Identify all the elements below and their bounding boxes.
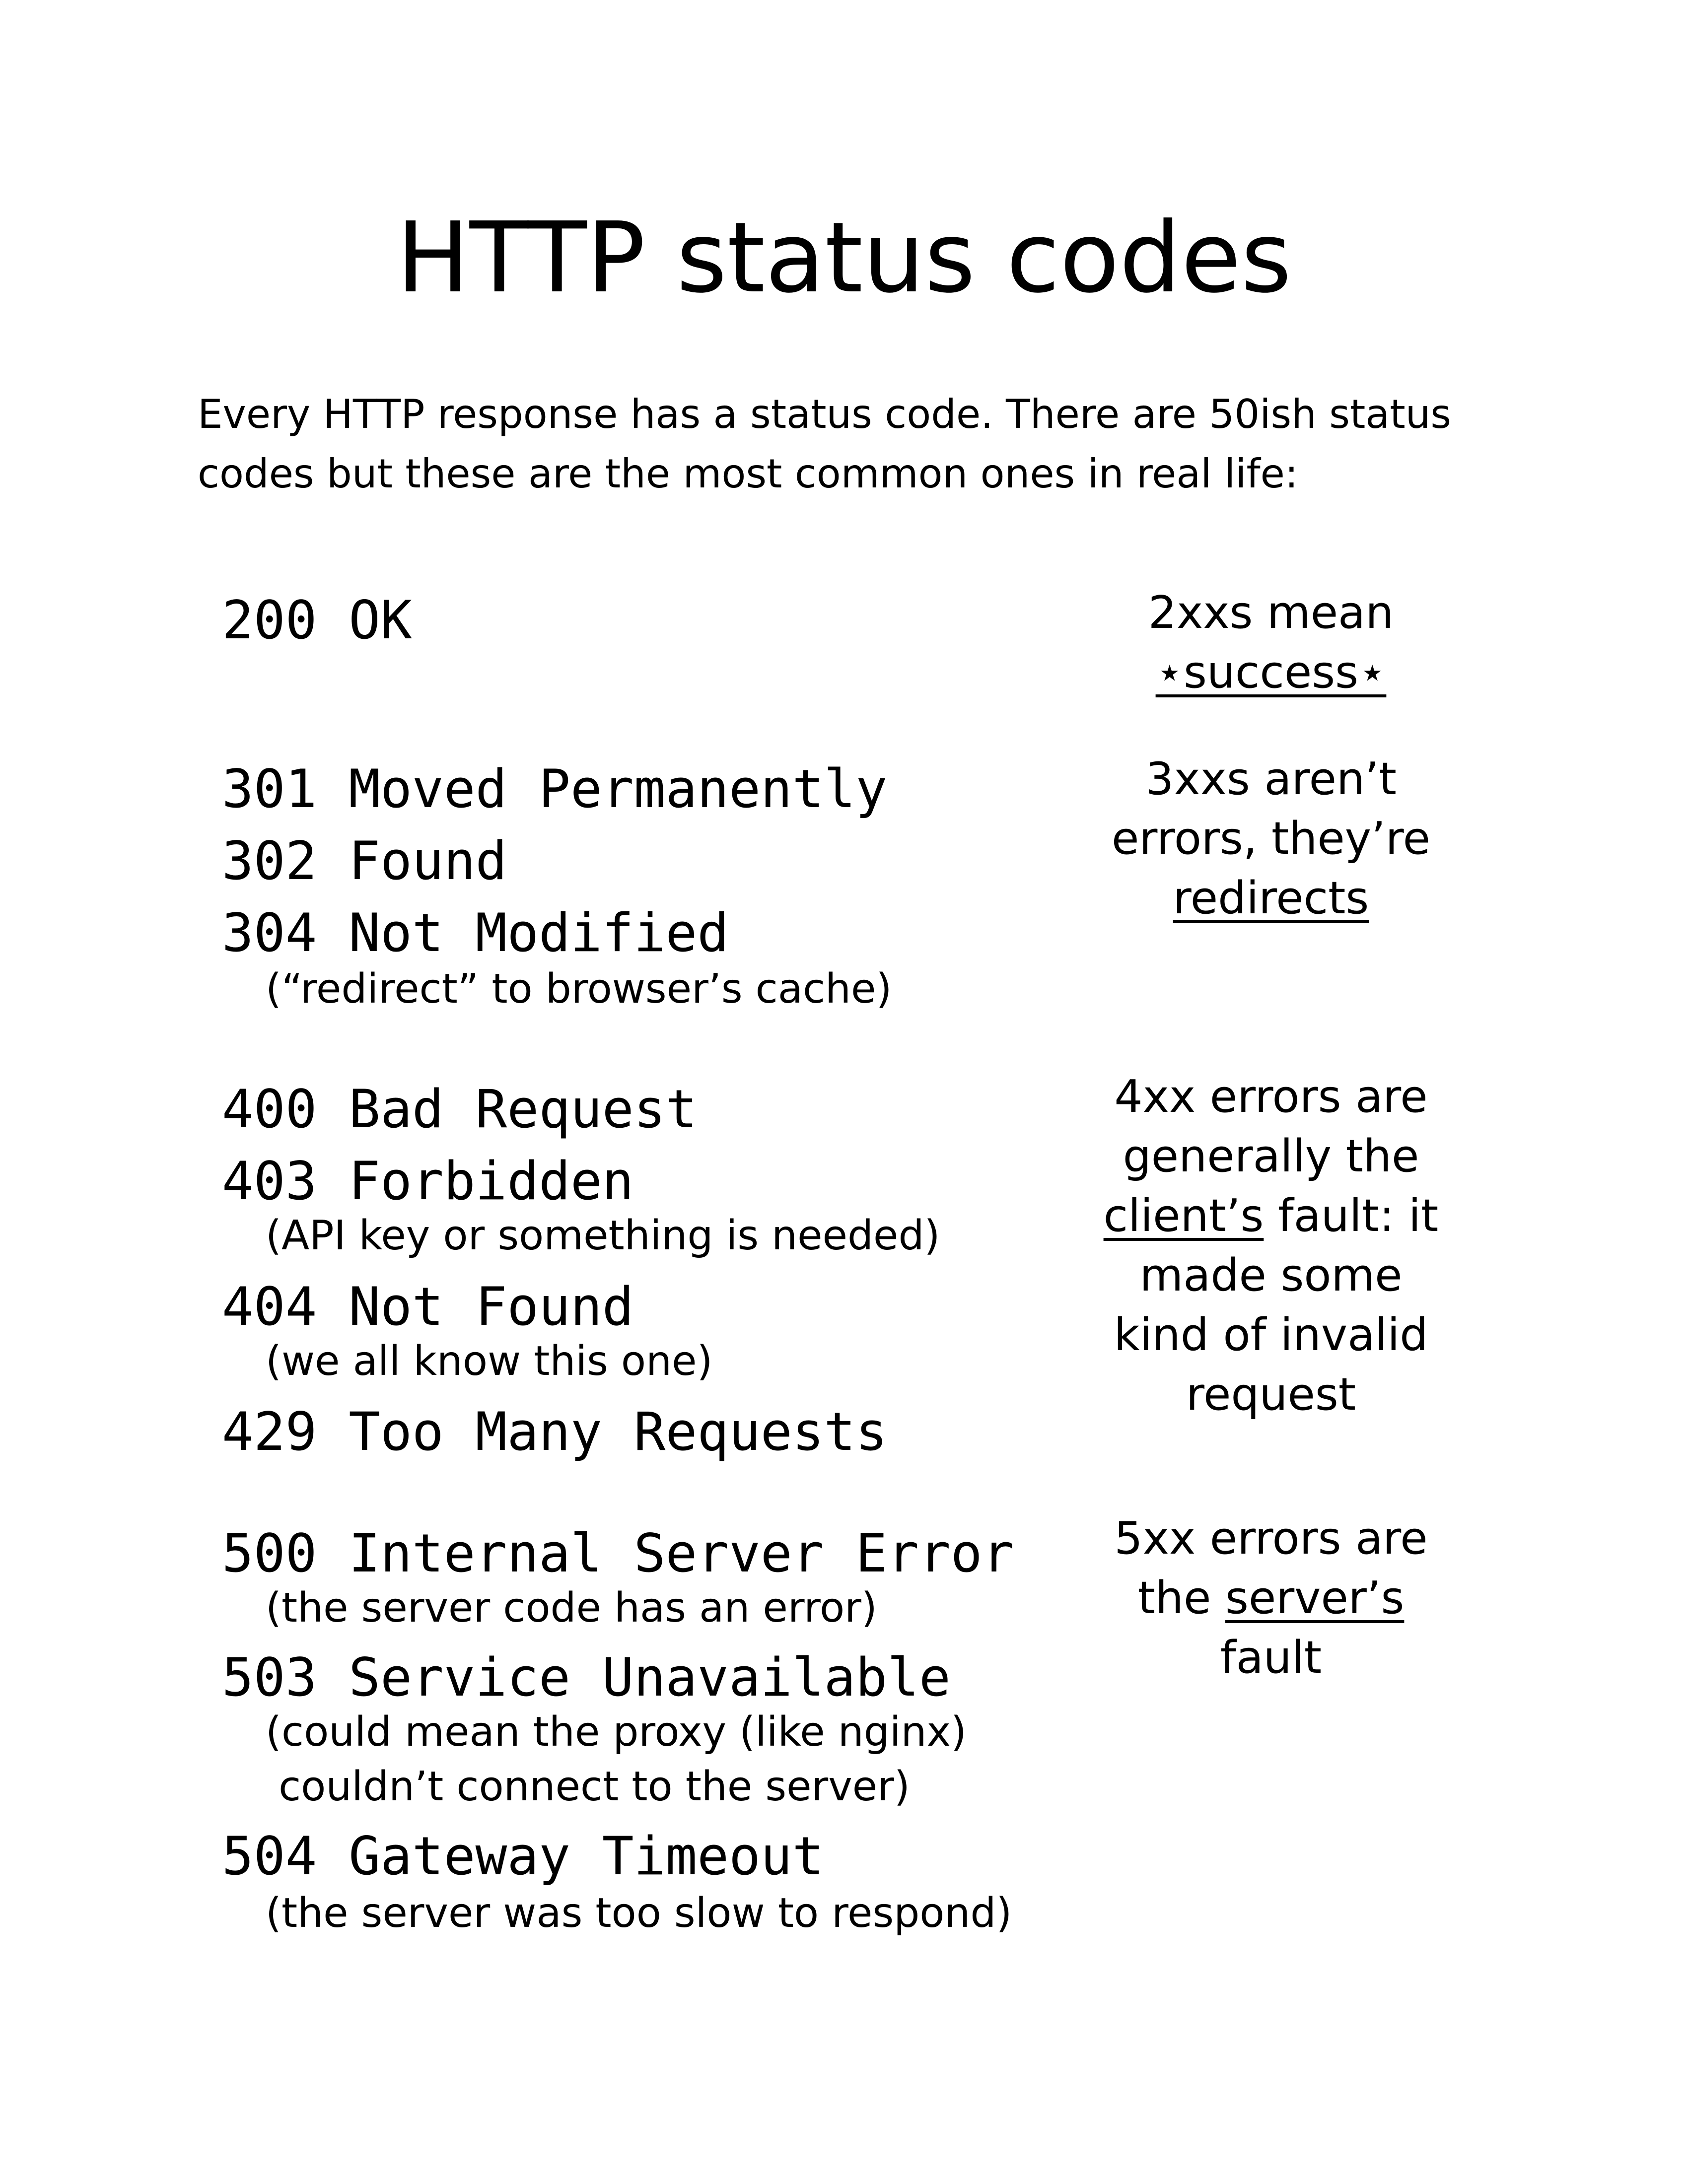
explanation-4xx-line-4: made some xyxy=(1139,1249,1403,1301)
explanation-4xx-line-1: 4xx errors are xyxy=(1114,1071,1428,1123)
explanation-5xx-the: the xyxy=(1137,1572,1225,1624)
status-code-500: 500 Internal Server Error xyxy=(222,1523,1014,1584)
explanation-3xx xyxy=(1072,750,1470,928)
explanation-5xx xyxy=(1072,1509,1470,1688)
status-code-429: 429 Too Many Requests xyxy=(222,1401,888,1462)
page-title: HTTP status codes xyxy=(396,202,1292,315)
intro-line-2: codes but these are the most common ones in real life: xyxy=(198,451,1298,497)
status-code-304: 304 Not Modified xyxy=(222,902,729,963)
status-code-200: 200 OK xyxy=(222,590,412,651)
status-note-504: (the server was too slow to respond) xyxy=(266,1890,1012,1937)
explanation-4xx-fault-text: fault: it xyxy=(1264,1190,1439,1242)
explanation-3xx-redirects: redirects xyxy=(1173,872,1369,924)
explanation-5xx-line-1: 5xx errors are xyxy=(1114,1512,1428,1565)
status-note-503-line-2: couldn’t connect to the server) xyxy=(266,1763,910,1810)
status-code-301: 301 Moved Permanently xyxy=(222,758,888,819)
status-code-403: 403 Forbidden xyxy=(222,1151,634,1212)
status-note-304: (“redirect” to browser’s cache) xyxy=(266,965,892,1013)
explanation-3xx-line-1: 3xxs aren’t xyxy=(1145,753,1397,805)
explanation-4xx-clients: client’s xyxy=(1103,1190,1264,1242)
status-code-404: 404 Not Found xyxy=(222,1276,634,1337)
status-code-302: 302 Found xyxy=(222,830,507,891)
explanation-2xx-success: ⋆success⋆ xyxy=(1155,646,1387,698)
explanation-4xx xyxy=(1072,1067,1470,1425)
explanation-4xx-line-3 xyxy=(1072,1186,1470,1246)
status-note-404: (we all know this one) xyxy=(266,1338,713,1385)
status-note-403: (API key or something is needed) xyxy=(266,1212,940,1259)
status-code-503: 503 Service Unavailable xyxy=(222,1647,951,1708)
explanation-4xx-line-5: kind of invalid xyxy=(1114,1309,1428,1361)
explanation-4xx-line-2: generally the xyxy=(1123,1130,1419,1182)
intro-line-1: Every HTTP response has a status code. There are 50ish status xyxy=(198,391,1452,437)
status-note-503-line-1: (could mean the proxy (like nginx) xyxy=(266,1708,967,1756)
explanation-5xx-servers: server’s xyxy=(1225,1572,1405,1624)
explanation-2xx-line-1: 2xxs mean xyxy=(1148,587,1394,639)
explanation-5xx-line-2 xyxy=(1072,1569,1470,1628)
status-code-504: 504 Gateway Timeout xyxy=(222,1826,824,1887)
intro-paragraph xyxy=(198,385,1488,504)
status-note-500: (the server code has an error) xyxy=(266,1584,877,1632)
explanation-5xx-line-3: fault xyxy=(1220,1632,1322,1684)
status-code-400: 400 Bad Request xyxy=(222,1079,698,1140)
explanation-2xx xyxy=(1072,583,1470,702)
explanation-4xx-line-6: request xyxy=(1186,1368,1356,1421)
explanation-3xx-line-2: errors, they’re xyxy=(1112,813,1430,865)
